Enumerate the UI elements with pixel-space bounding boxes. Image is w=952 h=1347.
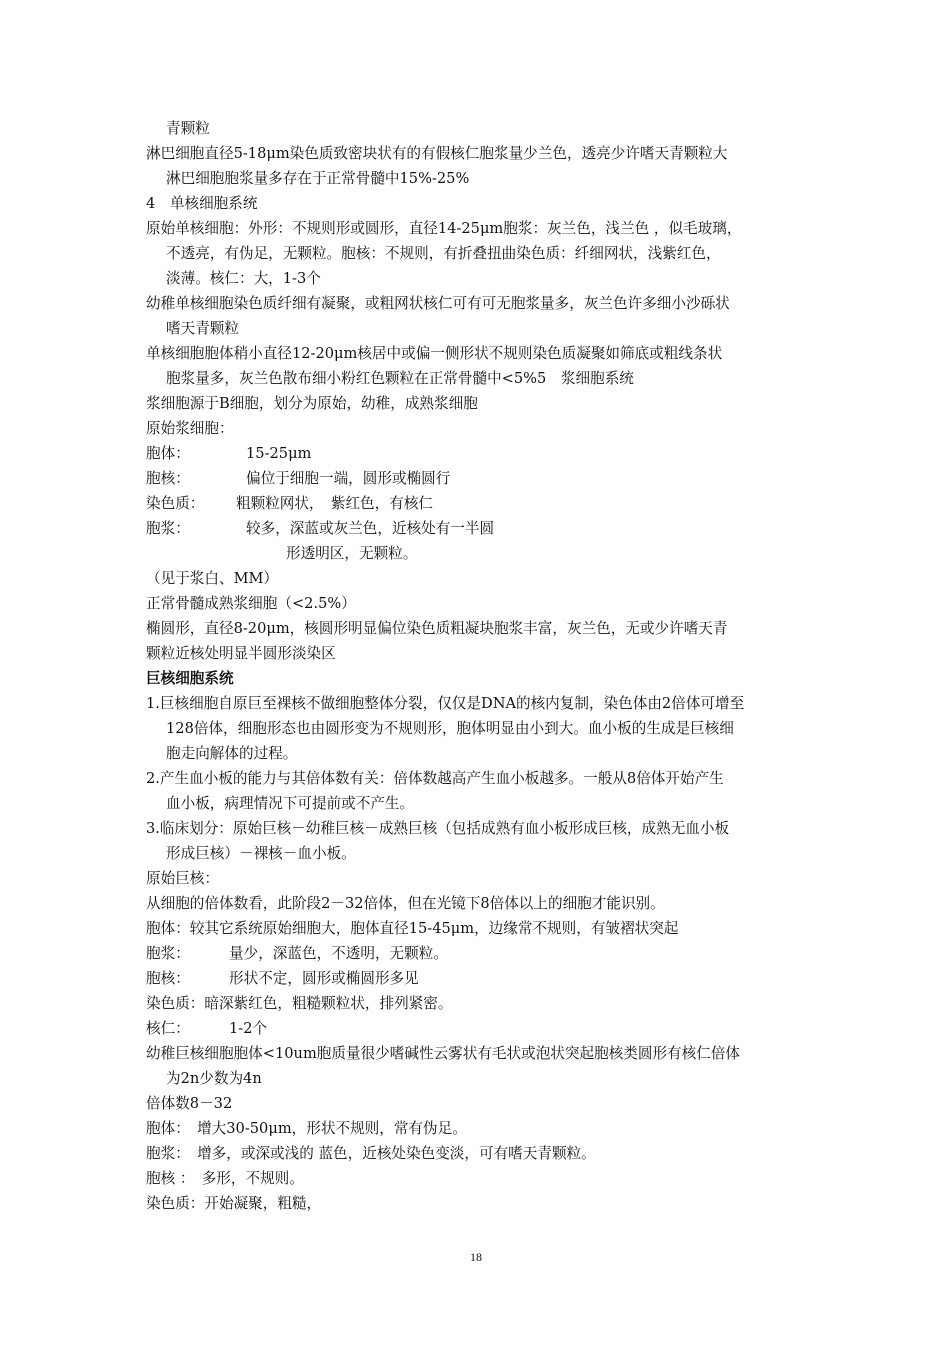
text-line: 嗜天青颗粒 xyxy=(166,320,239,337)
text-line: 胞走向解体的过程。 xyxy=(166,745,298,762)
field-label: 胞核： xyxy=(146,970,190,987)
text-line: 胞体： 增大30-50μm，形状不规则，常有伪足。 xyxy=(146,1120,467,1137)
field-label: 胞浆： xyxy=(146,945,190,962)
field-row xyxy=(146,1016,816,1041)
field-row xyxy=(146,516,816,541)
text-line: 染色质：暗深紫红色，粗糙颗粒状，排列紧密。 xyxy=(146,995,453,1012)
field-label: 胞核： xyxy=(146,470,190,487)
field-label: 核仁： xyxy=(146,1020,190,1037)
text-line: 4 单核细胞系统 xyxy=(146,195,258,212)
text-line: 原始单核细胞：外形：不规则形或圆形，直径14-25μm胞浆：灰兰色，浅兰色 ，似毛玻璃， xyxy=(146,220,742,237)
field-label: 胞体： xyxy=(146,445,190,462)
text-line: 单核细胞胞体稍小直径12-20μm核居中或偏一侧形状不规则染色质凝聚如筛底或粗线条状 xyxy=(146,345,723,362)
field-value: 粗颗粒网状， 紫红色，有核仁 xyxy=(236,495,434,512)
field-label: 胞浆： xyxy=(146,520,190,537)
field-value: 形状不定，圆形或椭圆形多见 xyxy=(229,970,419,987)
field-value: 较多，深蓝或灰兰色，近核处有一半圆 xyxy=(246,520,495,537)
field-value: 15-25μm xyxy=(246,445,312,462)
field-row xyxy=(146,441,816,466)
text-line: 原始浆细胞： xyxy=(146,420,234,437)
text-line: 胞体：较其它系统原始细胞大，胞体直径15-45μm，边缘常不规则，有皱褶状突起 xyxy=(146,920,679,937)
field-row xyxy=(146,491,816,516)
field-value: 量少，深蓝色，不透明，无颗粒。 xyxy=(229,945,448,962)
field-row xyxy=(146,966,816,991)
text-line: 胞核 ： 多形，不规则。 xyxy=(146,1170,304,1187)
text-line: 2.产生血小板的能力与其倍体数有关：倍体数越高产生血小板越多。一般从8倍体开始产生 xyxy=(146,770,724,787)
text-line: 从细胞的倍体数看，此阶段2－32倍体，但在光镜下8倍体以上的细胞才能识别。 xyxy=(146,895,665,912)
text-line: 原始巨核： xyxy=(146,870,219,887)
text-line: 倍体数8－32 xyxy=(146,1095,233,1112)
text-line: 为2n少数为4n xyxy=(166,1070,262,1087)
text-line: 血小板，病理情况下可提前或不产生。 xyxy=(166,795,415,812)
text-line: 淋巴细胞直径5-18μm染色质致密块状有的有假核仁胞浆量少兰色，透亮少许嗜天青颗粒大 xyxy=(146,145,728,162)
text-line: 淋巴细胞胞浆量多存在于正常骨髓中15%-25% xyxy=(166,170,470,187)
text-line: 颗粒近核处明显半圆形淡染区 xyxy=(146,645,336,662)
section-heading: 巨核细胞系统 xyxy=(146,670,234,687)
text-line: 椭圆形，直径8-20μm，核圆形明显偏位染色质粗凝块胞浆丰富，灰兰色，无或少许嗜天青 xyxy=(146,620,728,637)
text-line: 128倍体，细胞形态也由圆形变为不规则形，胞体明显由小到大。血小板的生成是巨核细 xyxy=(166,720,734,737)
text-line: 幼稚巨核细胞胞体<10um胞质量很少嗜碱性云雾状有毛状或泡状突起胞核类圆形有核仁倍体 xyxy=(146,1045,741,1062)
page-number: 18 xyxy=(470,1250,482,1264)
text-line: 1.巨核细胞自原巨至裸核不做细胞整体分裂，仅仅是DNA的核内复制，染色体由2倍体可增至 xyxy=(146,695,745,712)
field-row xyxy=(146,941,816,966)
text-line: 形成巨核）－裸核－血小板。 xyxy=(166,845,356,862)
text-line: 淡薄。核仁：大，1-3个 xyxy=(166,270,321,287)
text-line: 青颗粒 xyxy=(166,120,210,137)
field-value: 偏位于细胞一端，圆形或椭圆行 xyxy=(246,470,451,487)
text-line: 胞浆量多，灰兰色散布细小粉红色颗粒在正常骨髓中<5%5 浆细胞系统 xyxy=(166,370,634,387)
text-line: 3.临床划分：原始巨核－幼稚巨核－成熟巨核（包括成熟有血小板形成巨核，成熟无血小板 xyxy=(146,820,730,837)
page-body xyxy=(146,116,816,1216)
text-line: 正常骨髓成熟浆细胞（<2.5%） xyxy=(146,595,356,612)
field-value: 1-2个 xyxy=(229,1020,268,1037)
field-label: 染色质： xyxy=(146,495,205,512)
text-line: 染色质：开始凝聚，粗糙， xyxy=(146,1195,322,1212)
field-row xyxy=(146,466,816,491)
text-line: 幼稚单核细胞染色质纤细有凝聚，或粗网状核仁可有可无胞浆量多，灰兰色许多细小沙砾状 xyxy=(146,295,730,312)
text-line: 形透明区，无颗粒。 xyxy=(286,545,418,562)
text-line: 浆细胞源于B细胞，划分为原始，幼稚，成熟浆细胞 xyxy=(146,395,478,412)
text-line: 胞浆： 增多，或深或浅的 蓝色，近核处染色变淡，可有嗜天青颗粒。 xyxy=(146,1145,596,1162)
text-line: （见于浆白、MM） xyxy=(146,570,279,587)
text-line: 不透亮，有伪足，无颗粒。胞核：不规则，有折叠扭曲染色质：纤细网状，浅紫红色， xyxy=(166,245,721,262)
